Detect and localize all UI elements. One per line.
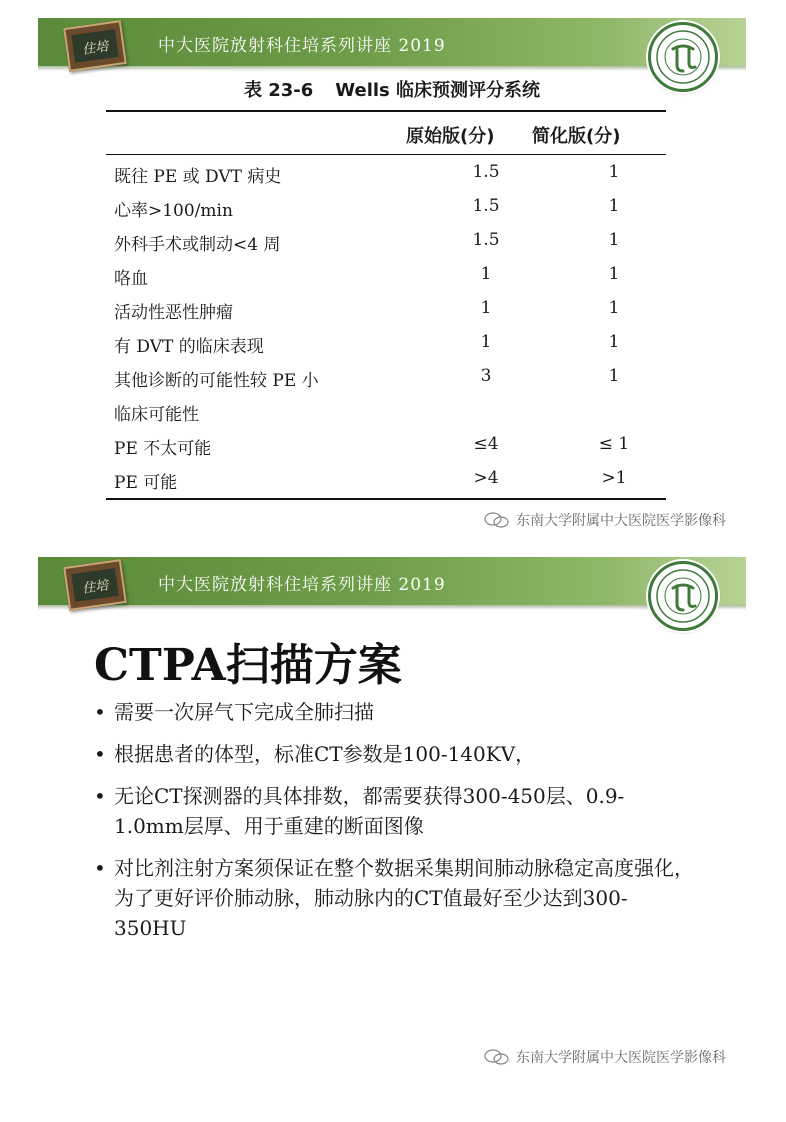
row-simplified: 1 <box>608 366 620 386</box>
row-simplified: >1 <box>601 468 627 488</box>
row-original: 1 <box>480 298 492 318</box>
list-item <box>94 781 694 841</box>
row-item: 既往 PE 或 DVT 病史 <box>114 167 282 187</box>
list-item <box>94 853 694 943</box>
badge-text: 住培 <box>71 29 118 63</box>
row-item: 活动性恶性肿瘤 <box>114 303 233 323</box>
wechat-icon <box>484 1049 510 1065</box>
row-item: 其他诊断的可能性较 PE 小 <box>114 371 319 391</box>
hospital-seal-icon <box>648 561 718 631</box>
bullet-dot-icon: • <box>94 856 106 880</box>
badge-text: 住培 <box>71 568 118 602</box>
row-original: ≤4 <box>473 434 499 454</box>
row-original: >4 <box>473 468 499 488</box>
table-header-rule <box>106 154 666 155</box>
table-row <box>114 462 666 496</box>
row-item: 外科手术或制动<4 周 <box>114 235 281 255</box>
table-row <box>114 190 666 224</box>
table-row <box>114 258 666 292</box>
bullet-text: 对比剂注射方案须保证在整个数据采集期间肺动脉稳定高度强化，为了更好评价肺动脉，肺动脉内的CT值最好至少达到300-350HU <box>114 856 694 940</box>
slide-ctpa-protocol <box>38 557 746 1087</box>
table-row <box>114 360 666 394</box>
list-item <box>94 739 694 769</box>
row-original: 1.5 <box>472 162 500 182</box>
row-original: 1 <box>480 264 492 284</box>
table-row <box>114 224 666 258</box>
row-simplified: 1 <box>608 298 620 318</box>
row-item: 咯血 <box>114 269 148 289</box>
banner-title: 中大医院放射科住培系列讲座 2019 <box>158 575 446 595</box>
table-bottom-rule <box>106 498 666 500</box>
bullet-dot-icon: • <box>94 784 106 808</box>
row-item: PE 不太可能 <box>114 439 212 459</box>
row-simplified: 1 <box>608 230 620 250</box>
table-row <box>114 292 666 326</box>
watermark <box>484 1047 726 1067</box>
table-row <box>114 326 666 360</box>
slide-wells-table <box>38 18 746 538</box>
chalkboard-badge-icon <box>63 559 127 611</box>
row-item: PE 可能 <box>114 473 178 493</box>
watermark-text: 东南大学附属中大医院医学影像科 <box>516 1050 726 1066</box>
table-row <box>114 428 666 462</box>
col-header-original: 原始版(分) <box>406 126 495 147</box>
bullet-dot-icon: • <box>94 742 106 766</box>
banner-shadow <box>38 66 746 71</box>
table-number: 表 23-6 <box>243 80 314 101</box>
row-item: 有 DVT 的临床表现 <box>114 337 264 357</box>
table-top-rule <box>106 110 666 112</box>
col-header-simplified: 简化版(分) <box>532 126 621 147</box>
row-simplified: 1 <box>608 332 620 352</box>
row-simplified: 1 <box>608 264 620 284</box>
table-caption <box>38 76 746 102</box>
bullet-text: 无论CT探测器的具体排数，都需要获得300-450层、0.9-1.0mm层厚、用于重建的断面图像 <box>114 784 625 838</box>
slide-title: CTPA扫描方案 <box>94 640 402 691</box>
row-simplified: ≤ 1 <box>598 434 630 454</box>
wechat-icon <box>484 512 510 528</box>
row-original: 1 <box>480 332 492 352</box>
row-original: 1.5 <box>472 230 500 250</box>
table-title: Wells 临床预测评分系统 <box>335 80 541 101</box>
bullet-dot-icon: • <box>94 700 106 724</box>
bullet-text: 根据患者的体型，标准CT参数是100-140KV， <box>114 742 536 766</box>
row-simplified: 1 <box>608 196 620 216</box>
banner-shadow <box>38 605 746 610</box>
row-original: 1.5 <box>472 196 500 216</box>
watermark <box>484 510 726 530</box>
row-original: 3 <box>480 366 492 386</box>
table-row <box>114 394 666 428</box>
row-simplified: 1 <box>608 162 620 182</box>
watermark-text: 东南大学附属中大医院医学影像科 <box>516 513 726 529</box>
table-row <box>114 156 666 190</box>
bullet-list <box>94 697 694 955</box>
list-item <box>94 697 694 727</box>
chalkboard-badge-icon <box>63 20 127 72</box>
row-item: 临床可能性 <box>114 405 199 425</box>
banner-title: 中大医院放射科住培系列讲座 2019 <box>158 36 446 56</box>
row-item: 心率>100/min <box>114 201 233 221</box>
bullet-text: 需要一次屏气下完成全肺扫描 <box>114 700 374 724</box>
